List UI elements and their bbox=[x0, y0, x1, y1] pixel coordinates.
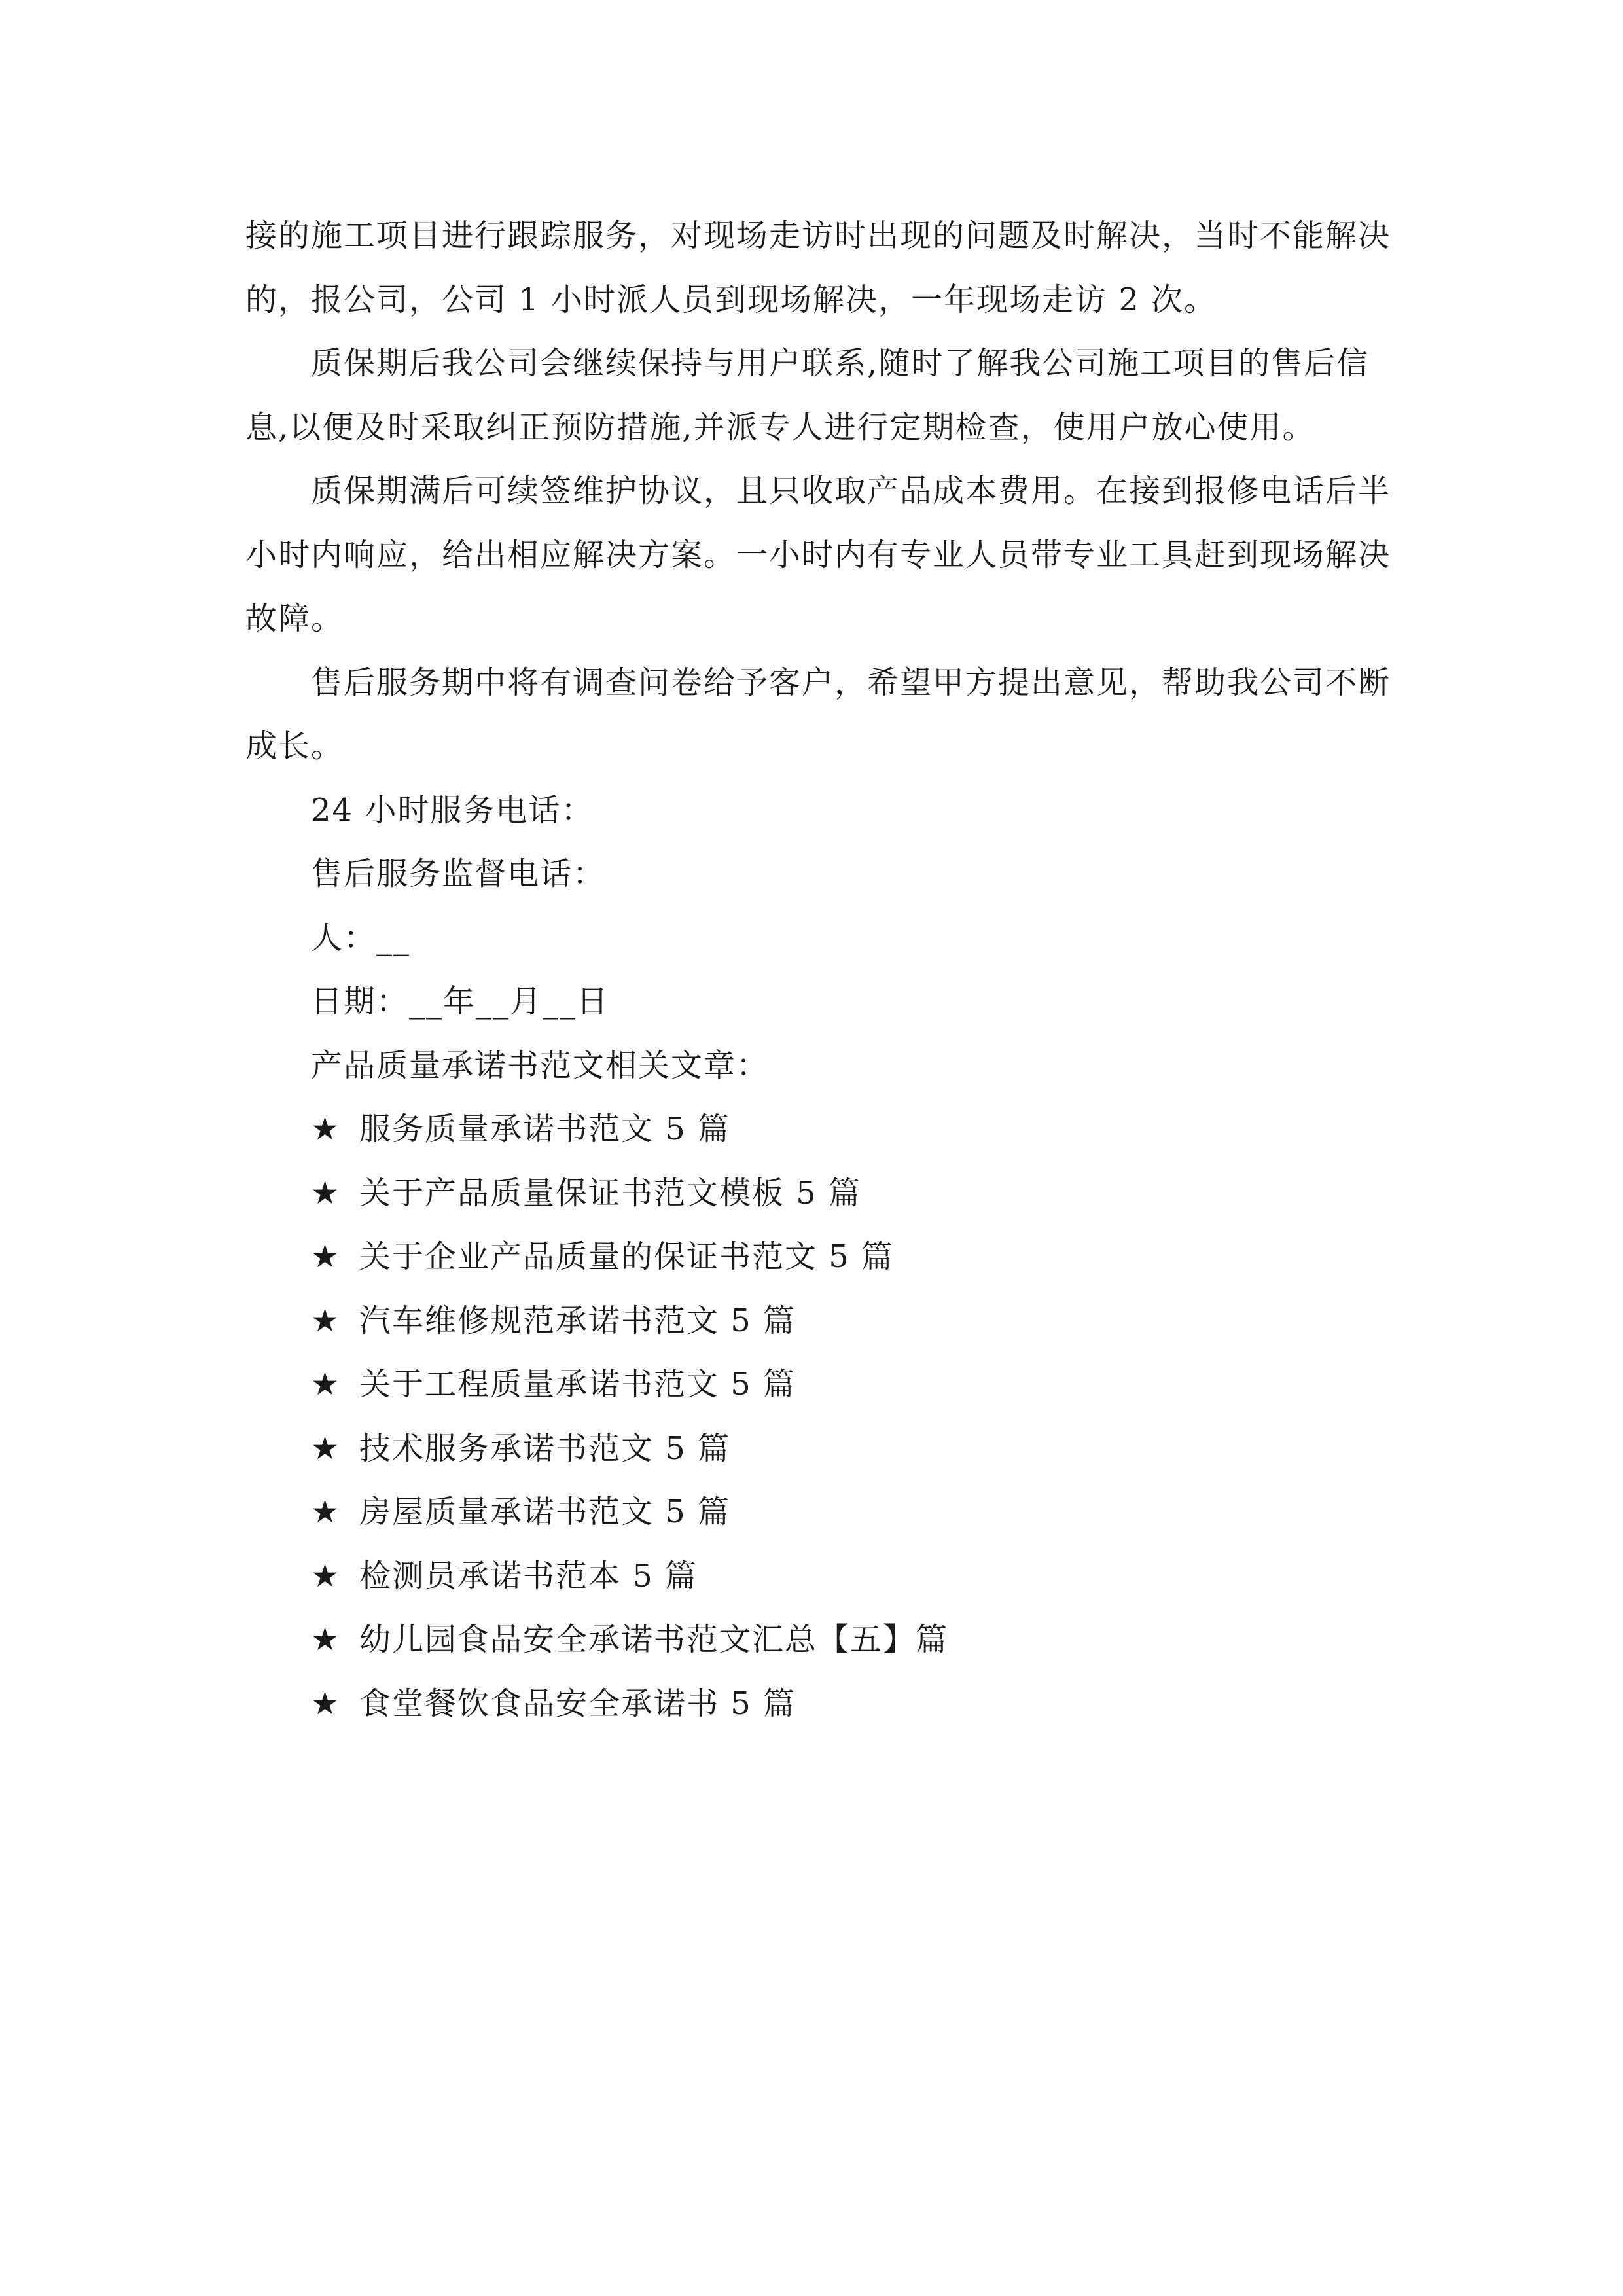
date-field: 日期：__年__月__日 bbox=[311, 983, 610, 1020]
star-icon: ★ bbox=[311, 1685, 341, 1722]
related-article-title: 关于企业产品质量的保证书范文 5 篇 bbox=[359, 1238, 895, 1275]
related-article-title: 检测员承诺书范本 5 篇 bbox=[359, 1557, 698, 1594]
star-icon: ★ bbox=[311, 1494, 341, 1530]
paragraph-3-line-1: 质保期满后可续签维护协议，且只收取产品成本费用。在接到报修电话后半 bbox=[311, 473, 1391, 509]
related-article-link[interactable] bbox=[245, 1289, 1378, 1354]
paragraph-2-line-2: 息,以便及时采取纠正预防措施,并派专人进行定期检查，使用户放心使用。 bbox=[245, 408, 1315, 446]
related-article-link[interactable] bbox=[245, 1225, 1378, 1289]
related-article-title: 汽车维修规范承诺书范文 5 篇 bbox=[359, 1302, 796, 1339]
person-field: 人：__ bbox=[311, 919, 411, 956]
paragraph-1-line-2: 的，报公司，公司 1 小时派人员到现场解决，一年现场走访 2 次。 bbox=[245, 281, 1217, 318]
related-article-title: 技术服务承诺书范文 5 篇 bbox=[359, 1429, 731, 1467]
related-article-link[interactable] bbox=[245, 1417, 1378, 1481]
paragraph-1-line-1: 接的施工项目进行跟踪服务，对现场走访时出现的问题及时解决，当时不能解决 bbox=[245, 217, 1391, 254]
supervision-phone-label: 售后服务监督电话： bbox=[311, 855, 606, 892]
related-article-link[interactable] bbox=[245, 1672, 1378, 1736]
related-article-link[interactable] bbox=[245, 1098, 1378, 1162]
star-icon: ★ bbox=[311, 1238, 341, 1275]
star-icon: ★ bbox=[311, 1111, 341, 1147]
related-article-link[interactable] bbox=[245, 1353, 1378, 1417]
related-article-title: 关于产品质量保证书范文模板 5 篇 bbox=[359, 1174, 862, 1211]
star-icon: ★ bbox=[311, 1302, 341, 1339]
paragraph-4-line-1: 售后服务期中将有调查问卷给予客户，希望甲方提出意见，帮助我公司不断 bbox=[311, 664, 1391, 701]
related-articles-heading: 产品质量承诺书范文相关文章： bbox=[311, 1047, 770, 1084]
star-icon: ★ bbox=[311, 1174, 341, 1211]
related-article-link[interactable] bbox=[245, 1545, 1378, 1609]
related-article-link[interactable] bbox=[245, 1480, 1378, 1545]
paragraph-4-line-2: 成长。 bbox=[245, 728, 344, 764]
paragraph-3-line-2: 小时内响应，给出相应解决方案。一小时内有专业人员带专业工具赶到现场解决 bbox=[245, 536, 1391, 573]
document-body bbox=[245, 204, 1391, 1736]
related-article-title: 幼儿园食品安全承诺书范文汇总【五】篇 bbox=[359, 1621, 949, 1658]
related-article-title: 房屋质量承诺书范文 5 篇 bbox=[359, 1494, 731, 1530]
paragraph-2-line-1: 质保期后我公司会继续保持与用户联系,随时了解我公司施工项目的售后信 bbox=[311, 345, 1370, 382]
star-icon: ★ bbox=[311, 1429, 341, 1467]
related-article-title: 食堂餐饮食品安全承诺书 5 篇 bbox=[359, 1685, 796, 1722]
service-phone-label: 24 小时服务电话： bbox=[311, 791, 594, 829]
star-icon: ★ bbox=[311, 1557, 341, 1594]
related-article-title: 服务质量承诺书范文 5 篇 bbox=[359, 1111, 731, 1147]
related-article-link[interactable] bbox=[245, 1162, 1378, 1226]
related-article-link[interactable] bbox=[245, 1608, 1378, 1672]
related-article-title: 关于工程质量承诺书范文 5 篇 bbox=[359, 1366, 796, 1403]
star-icon: ★ bbox=[311, 1621, 341, 1658]
star-icon: ★ bbox=[311, 1366, 341, 1403]
paragraph-3-line-3: 故障。 bbox=[245, 600, 344, 637]
